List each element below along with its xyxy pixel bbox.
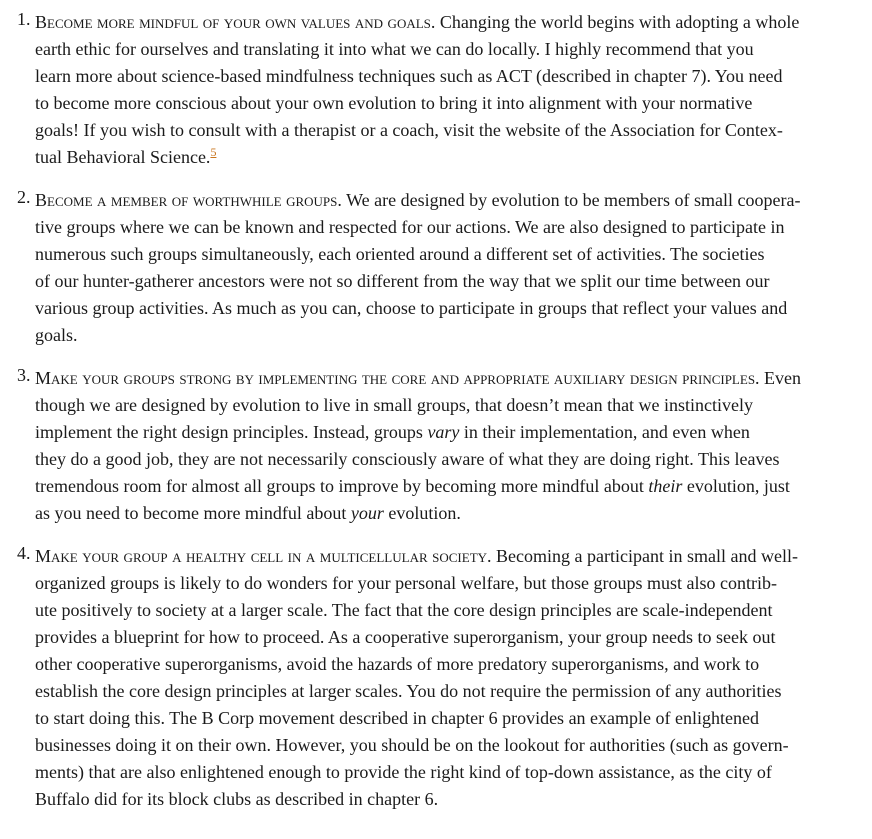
- text-line: [35, 117, 872, 144]
- text-line: [35, 419, 872, 446]
- text-line: [35, 678, 872, 705]
- text-line: [35, 597, 872, 624]
- text-line: [35, 392, 872, 419]
- body-text: various group activities. As much as you can, choose to participate in groups that reflect your values and: [35, 298, 788, 318]
- body-text: they do a good job, they are not necessarily consciously aware of what they are doing right. This leaves: [35, 449, 780, 469]
- text-line: [35, 786, 872, 813]
- item-number: 2.: [17, 187, 31, 207]
- text-line: [35, 570, 872, 597]
- text-line: [35, 705, 872, 732]
- body-text: tual Behavioral Science.: [35, 147, 211, 167]
- body-text: Buffalo did for its block clubs as described in chapter 6.: [35, 789, 439, 809]
- item-heading: Become more mindful of your own values and goals.: [35, 12, 436, 32]
- body-text: implement the right design principles. Instead, groups: [35, 422, 428, 442]
- text-line: [35, 732, 872, 759]
- text-line: [35, 36, 872, 63]
- body-text: provides a blueprint for how to proceed. As a cooperative superorganism, your group needs to seek out: [35, 627, 776, 647]
- body-text: other cooperative superorganisms, avoid the hazards of more predatory superorganisms, and work to: [35, 654, 760, 674]
- body-text: to become more conscious about your own evolution to bring it into alignment with your normative: [35, 93, 753, 113]
- item-heading: Make your group a healthy cell in a multicellular society.: [35, 546, 492, 566]
- body-text: businesses doing it on their own. However, you should be on the lookout for authorities (such as govern-: [35, 735, 789, 755]
- text-line: [35, 187, 872, 214]
- body-text: Changing the world begins with adopting a whole: [435, 12, 800, 32]
- body-text: to start doing this. The B Corp movement described in chapter 6 provides an example of enlightened: [35, 708, 759, 728]
- text-line: [35, 543, 872, 570]
- text-line: [35, 295, 872, 322]
- body-text: establish the core design principles at larger scales. You do not require the permission of any authorities: [35, 681, 782, 701]
- body-text: We are designed by evolution to be members of small coopera-: [341, 190, 801, 210]
- item-number: 3.: [17, 365, 31, 385]
- body-text: tremendous room for almost all groups to improve by becoming more mindful about: [35, 476, 649, 496]
- body-text: goals.: [35, 325, 78, 345]
- text-line: [35, 624, 872, 651]
- body-text: learn more about science-based mindfulness techniques such as ACT (described in chapter 7). You need: [35, 66, 783, 86]
- body-text: numerous such groups simultaneously, each oriented around a different set of activities. The societies: [35, 244, 765, 264]
- item-number: 4.: [17, 543, 31, 563]
- body-text: goals! If you wish to consult with a therapist or a coach, visit the website of the Association for Contex-: [35, 120, 783, 140]
- text-line: [35, 214, 872, 241]
- body-text: in their implementation, and even when: [459, 422, 750, 442]
- text-line: [35, 322, 872, 349]
- item-number: 1.: [17, 9, 31, 29]
- text-line: [35, 365, 872, 392]
- emphasis-text: their: [648, 476, 683, 496]
- body-text: of our hunter-gatherer ancestors were not so different from the way that we split our time between our: [35, 271, 770, 291]
- body-text: Even: [759, 368, 802, 388]
- emphasis-text: your: [350, 503, 384, 523]
- item-heading: Make your groups strong by implementing the core and appropriate auxiliary design principles.: [35, 368, 760, 388]
- body-text: though we are designed by evolution to live in small groups, that doesn’t mean that we instinctively: [35, 395, 754, 415]
- body-text: organized groups is likely to do wonders for your personal welfare, but those groups must also contrib-: [35, 573, 778, 593]
- text-line: [35, 500, 872, 527]
- list-item: [0, 365, 872, 527]
- list-item: [0, 187, 872, 349]
- emphasis-text: vary: [427, 422, 460, 442]
- list-item: [0, 9, 872, 171]
- text-line: [35, 90, 872, 117]
- text-line: [35, 9, 872, 36]
- text-line: [35, 268, 872, 295]
- list-item: [0, 543, 872, 813]
- body-text: earth ethic for ourselves and translating it into what we can do locally. I highly recommend that you: [35, 39, 754, 59]
- text-line: [35, 241, 872, 268]
- text-line: [35, 144, 872, 171]
- body-text: as you need to become more mindful about: [35, 503, 351, 523]
- text-line: [35, 63, 872, 90]
- text-line: [35, 759, 872, 786]
- item-heading: Become a member of worthwhile groups.: [35, 190, 342, 210]
- body-text: Becoming a participant in small and well-: [491, 546, 798, 566]
- body-text: evolution.: [383, 503, 461, 523]
- body-text: ments) that are also enlightened enough to provide the right kind of top-down assistance, as the city of: [35, 762, 772, 782]
- text-line: [35, 446, 872, 473]
- body-text: ute positively to society at a larger scale. The fact that the core design principles are scale-independent: [35, 600, 773, 620]
- text-line: [35, 473, 872, 500]
- body-text: tive groups where we can be known and respected for our actions. We are also designed to participate in: [35, 217, 785, 237]
- footnote-link[interactable]: 5: [210, 145, 217, 159]
- text-line: [35, 651, 872, 678]
- body-text: evolution, just: [682, 476, 790, 496]
